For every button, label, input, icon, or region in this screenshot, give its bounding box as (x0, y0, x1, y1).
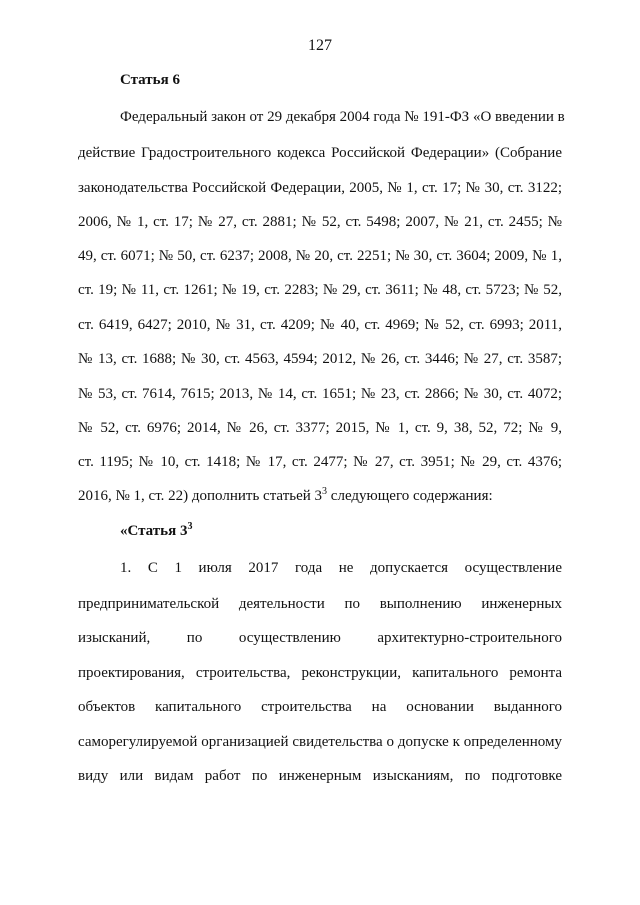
text-line: ст. 6419, 6427; 2010, № 31, ст. 4209; № 40, ст. 4969; № 52, ст. 6993; 2011, (78, 317, 562, 333)
text-line: 2006, № 1, ст. 17; № 27, ст. 2881; № 52, ст. 5498; 2007, № 21, ст. 2455; № (78, 214, 562, 230)
text-line: № 13, ст. 1688; № 30, ст. 4563, 4594; 2012, № 26, ст. 3446; № 27, ст. 3587; (78, 351, 562, 367)
text-line: изысканий, по осуществлению архитектурно-строительного (78, 630, 562, 646)
text-line: предпринимательской деятельности по выполнению инженерных (78, 596, 562, 612)
text-line-last (78, 486, 562, 506)
text-line: законодательства Российской Федерации, 2005, № 1, ст. 17; № 30, ст. 3122; (78, 180, 562, 196)
text-line: № 53, ст. 7614, 7615; 2013, № 14, ст. 1651; № 23, ст. 2866; № 30, ст. 4072; (78, 386, 562, 402)
heading-text: «Статья 3 (120, 523, 188, 539)
text-line: ст. 1195; № 10, ст. 1418; № 17, ст. 2477; № 27, ст. 3951; № 29, ст. 4376; (78, 454, 562, 470)
text-line: № 52, ст. 6976; 2014, № 26, ст. 3377; 2015, № 1, ст. 9, 38, 52, 72; № 9, (78, 420, 562, 436)
superscript: 3 (322, 486, 328, 497)
text-line: проектирования, строительства, реконструкции, капитального ремонта (78, 665, 562, 681)
text-line: ст. 19; № 11, ст. 1261; № 19, ст. 2283; № 29, ст. 3611; № 48, ст. 5723; № 52, (78, 282, 562, 298)
article-3-3-heading (120, 521, 192, 541)
text-line: 1. С 1 июля 2017 года не допускается осуществление (120, 560, 562, 576)
article-6-heading: Статья 6 (120, 72, 180, 88)
superscript: 3 (187, 521, 193, 532)
text-line: саморегулируемой организацией свидетельства о допуске к определенному (78, 734, 562, 750)
text-line: виду или видам работ по инженерным изысканиям, по подготовке (78, 768, 562, 784)
text-segment: 2016, № 1, ст. 22) дополнить статьей 3 (78, 488, 323, 504)
text-line: Федеральный закон от 29 декабря 2004 года № 191-ФЗ «О введении в (120, 109, 565, 125)
text-line: 49, ст. 6071; № 50, ст. 6237; 2008, № 20, ст. 2251; № 30, ст. 3604; 2009, № 1, (78, 248, 562, 264)
page-number: 127 (308, 37, 332, 54)
text-line: действие Градостроительного кодекса Российской Федерации» (Собрание (78, 145, 562, 161)
text-segment: следующего содержания: (327, 488, 493, 504)
text-line: объектов капитального строительства на основании выданного (78, 699, 562, 715)
